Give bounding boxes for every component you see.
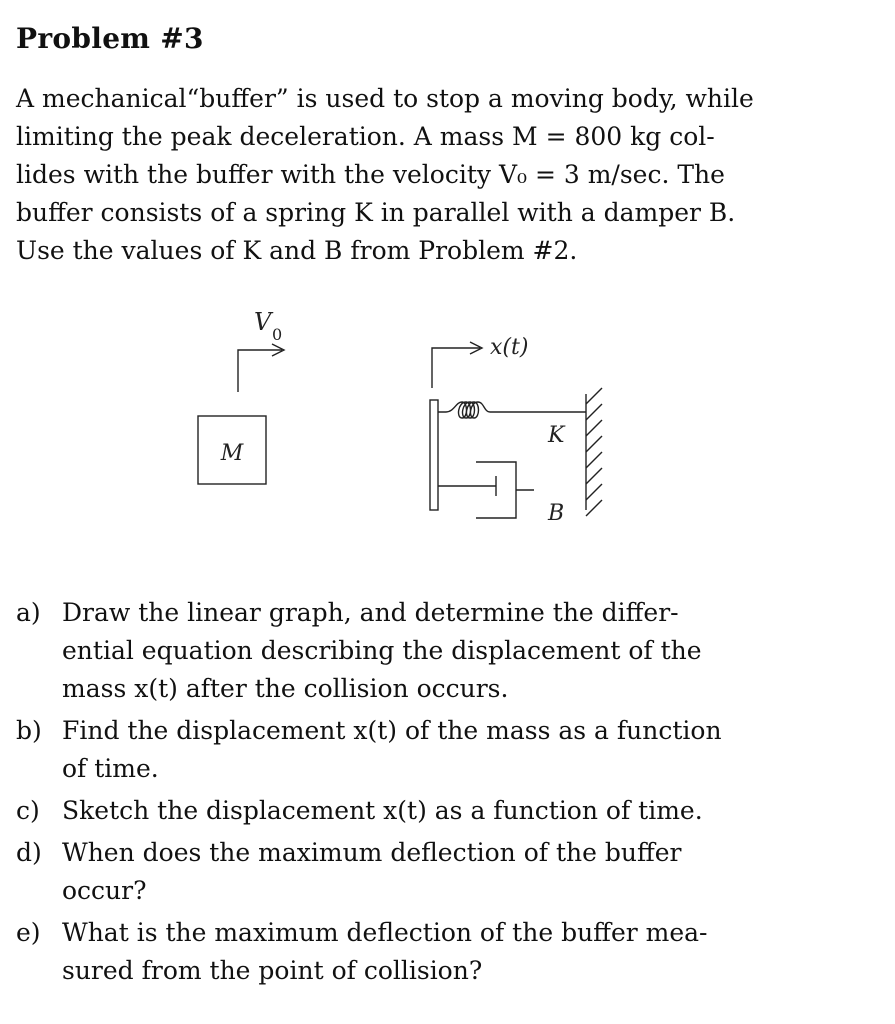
question-line: Find the displacement x(t) of the mass as a function <box>62 716 722 745</box>
damper-b <box>438 462 534 518</box>
question-item <box>16 712 816 788</box>
statement-line: limiting the peak deceleration. A mass M = 800 kg col- <box>16 122 715 151</box>
question-list <box>16 594 816 994</box>
question-line: occur? <box>62 876 147 905</box>
question-item <box>16 834 816 910</box>
question-label: d) <box>16 838 42 867</box>
displacement-arrow <box>432 342 482 388</box>
damper-label: B <box>548 501 565 526</box>
mass-label: M <box>220 441 244 466</box>
question-line: Draw the linear graph, and determine the differ- <box>62 598 679 627</box>
fixed-wall <box>586 388 602 516</box>
spring-label: K <box>548 423 565 448</box>
velocity-subscript: 0 <box>272 325 283 344</box>
question-item <box>16 792 816 830</box>
statement-line: Use the values of K and B from Problem #2. <box>16 236 578 265</box>
statement-line: A mechanical“buffer” is used to stop a moving body, while <box>16 84 754 113</box>
problem-title: Problem #3 <box>16 22 204 55</box>
velocity-arrow <box>238 344 284 392</box>
question-label: e) <box>16 918 41 947</box>
buffer-diagram <box>150 290 670 550</box>
question-line: When does the maximum deflection of the buffer <box>62 838 682 867</box>
velocity-label: V <box>254 308 272 336</box>
buffer-diagram-svg <box>150 290 670 550</box>
question-item <box>16 594 816 708</box>
question-label: b) <box>16 716 42 745</box>
question-line: sured from the point of collision? <box>62 956 483 985</box>
statement-line: buffer consists of a spring K in parallel with a damper B. <box>16 198 736 227</box>
question-label: a) <box>16 598 41 627</box>
buffer-plate <box>430 400 438 510</box>
spring-k <box>438 402 586 418</box>
question-line: Sketch the displacement x(t) as a function of time. <box>62 796 703 825</box>
question-line: What is the maximum deflection of the buffer mea- <box>62 918 708 947</box>
question-label: c) <box>16 796 40 825</box>
question-line: of time. <box>62 754 159 783</box>
question-line: mass x(t) after the collision occurs. <box>62 674 509 703</box>
displacement-label: x(t) <box>490 335 529 360</box>
statement-line: lides with the buffer with the velocity V₀ = 3 m/sec. The <box>16 160 725 189</box>
problem-statement <box>16 80 806 270</box>
question-item <box>16 914 816 990</box>
question-line: ential equation describing the displacement of the <box>62 636 702 665</box>
